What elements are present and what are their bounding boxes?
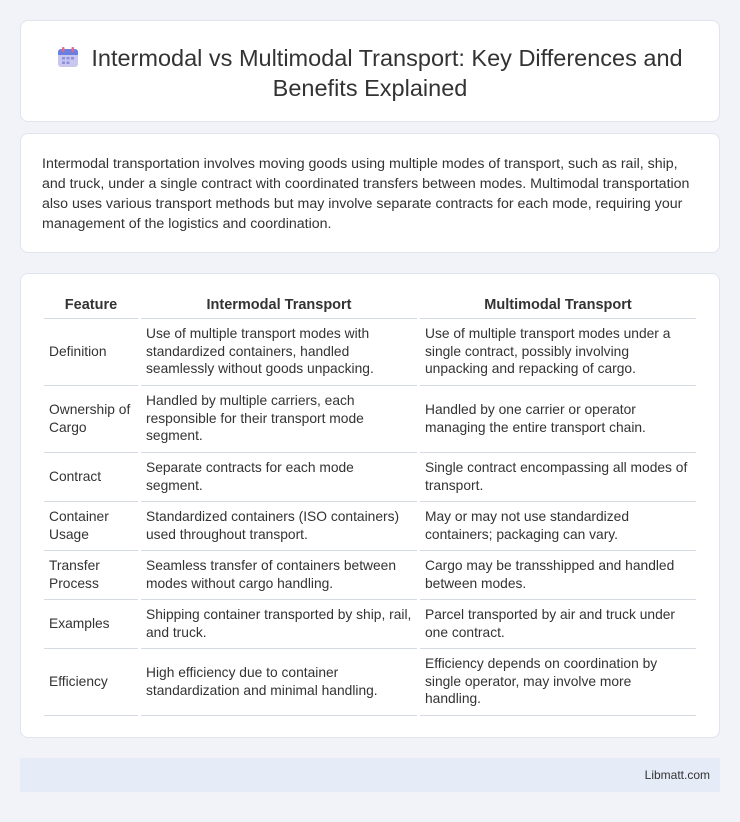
row-intermodal: Handled by multiple carriers, each responsible for their transport mode segment. bbox=[141, 386, 417, 453]
table-row bbox=[44, 453, 696, 502]
table-row bbox=[44, 319, 696, 386]
row-multimodal: Handled by one carrier or operator managing the entire transport chain. bbox=[420, 386, 696, 453]
comparison-card bbox=[20, 273, 720, 738]
footer bbox=[20, 758, 720, 792]
title-card bbox=[20, 20, 720, 122]
row-intermodal: High efficiency due to container standardization and minimal handling. bbox=[141, 649, 417, 716]
intro-card bbox=[20, 133, 720, 253]
table-row bbox=[44, 649, 696, 716]
header-intermodal: Intermodal Transport bbox=[141, 294, 417, 319]
page-title-text: Intermodal vs Multimodal Transport: Key Differences and Benefits Explained bbox=[91, 45, 683, 101]
table-row bbox=[44, 600, 696, 649]
row-feature: Container Usage bbox=[44, 502, 138, 551]
row-multimodal: Efficiency depends on coordination by single operator, may involve more handling. bbox=[420, 649, 696, 716]
calendar-icon bbox=[57, 46, 79, 68]
row-multimodal: Single contract encompassing all modes of transport. bbox=[420, 453, 696, 502]
table-row bbox=[44, 551, 696, 600]
row-multimodal: Use of multiple transport modes under a single contract, possibly involving unpacking and repacking of cargo. bbox=[420, 319, 696, 386]
row-feature: Transfer Process bbox=[44, 551, 138, 600]
row-feature: Examples bbox=[44, 600, 138, 649]
row-feature: Ownership of Cargo bbox=[44, 386, 138, 453]
row-feature: Definition bbox=[44, 319, 138, 386]
row-intermodal: Shipping container transported by ship, rail, and truck. bbox=[141, 600, 417, 649]
row-multimodal: Cargo may be transshipped and handled between modes. bbox=[420, 551, 696, 600]
row-intermodal: Seamless transfer of containers between modes without cargo handling. bbox=[141, 551, 417, 600]
table-header-row bbox=[44, 294, 696, 319]
header-multimodal: Multimodal Transport bbox=[420, 294, 696, 319]
row-intermodal: Use of multiple transport modes with standardized containers, handled seamlessly without goods unpacking. bbox=[141, 319, 417, 386]
footer-brand: Libmatt.com bbox=[644, 768, 710, 782]
row-feature: Efficiency bbox=[44, 649, 138, 716]
row-intermodal: Separate contracts for each mode segment. bbox=[141, 453, 417, 502]
intro-paragraph: Intermodal transportation involves moving goods using multiple modes of transport, such as rail, ship, and truck, under a single contract with coordinated transfers between modes. Multimodal transportation also uses various transport methods but may involve separate contracts for each mode, requiring your management of the logistics and coordination. bbox=[42, 156, 690, 232]
row-feature: Contract bbox=[44, 453, 138, 502]
row-intermodal: Standardized containers (ISO containers) used throughout transport. bbox=[141, 502, 417, 551]
header-feature: Feature bbox=[44, 294, 138, 319]
page-title bbox=[45, 43, 695, 103]
row-multimodal: May or may not use standardized containers; packaging can vary. bbox=[420, 502, 696, 551]
table-row bbox=[44, 386, 696, 453]
row-multimodal: Parcel transported by air and truck under one contract. bbox=[420, 600, 696, 649]
table-row bbox=[44, 502, 696, 551]
comparison-table bbox=[41, 294, 699, 716]
